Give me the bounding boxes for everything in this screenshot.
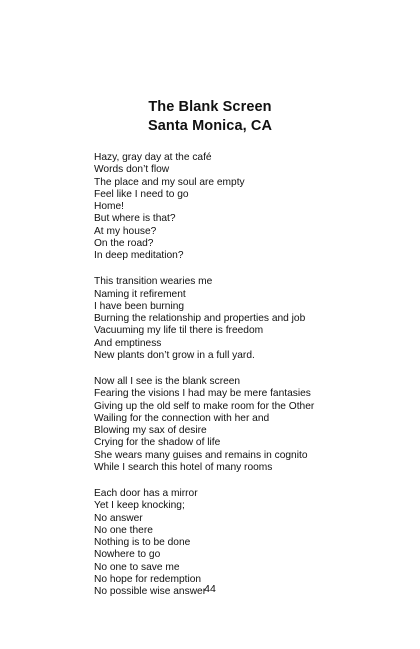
page-number: 44 — [204, 583, 216, 595]
poem-title-block — [0, 98, 420, 136]
poem-line: Burning the relationship and properties and job — [94, 313, 306, 324]
poem-stanza — [94, 276, 394, 362]
poem-line: Nothing is to be done — [94, 537, 191, 548]
poem-line: Hazy, gray day at the café — [94, 152, 212, 163]
poem-line: Crying for the shadow of life — [94, 437, 221, 449]
poem-line: No answer — [94, 512, 143, 524]
poem-line: No possible wise answer — [94, 586, 207, 597]
poem-line: She wears many guises and remains in cognito — [94, 449, 308, 461]
poem-line: Words don’t flow — [94, 164, 170, 176]
poem-line: Feel like I need to go — [94, 188, 189, 200]
poem-line: Home! — [94, 201, 125, 212]
poem-line: Each door has a mirror — [94, 488, 198, 499]
poem-line: No hope for redemption — [94, 573, 202, 585]
poem-line: Fearing the visions I had may be mere fantasies — [94, 388, 311, 400]
poem-line: No one to save me — [94, 561, 180, 573]
poem-line: Vacuuming my life til there is freedom — [94, 325, 264, 337]
poem-line: Yet I keep knocking; — [94, 500, 185, 512]
poem-title: The Blank Screen — [148, 99, 272, 115]
poem-line: Naming it refirement — [94, 288, 186, 300]
poem-line: While I search this hotel of many rooms — [94, 461, 273, 473]
poem-line: But where is that? — [94, 213, 176, 225]
poem-line: Nowhere to go — [94, 549, 161, 561]
poem-stanza — [94, 488, 394, 598]
poem-line: In deep meditation? — [94, 250, 184, 261]
poem-body — [94, 152, 394, 612]
poem-line: Giving up the old self to make room for the Other — [94, 400, 315, 412]
poem-line: This transition wearies me — [94, 276, 213, 288]
poem-line: Wailing for the connection with her and — [94, 412, 270, 424]
poem-stanza — [94, 152, 394, 262]
poem-line: Blowing my sax of desire — [94, 425, 207, 436]
poem-line: Now all I see is the blank screen — [94, 376, 241, 387]
poem-line: I have been burning — [94, 300, 185, 312]
poem-subtitle-location: Santa Monica, CA — [147, 118, 273, 134]
poem-stanza — [94, 376, 394, 474]
poem-line: And emptiness — [94, 337, 162, 349]
poem-line: New plants don’t grow in a full yard. — [94, 349, 255, 361]
poem-line: No one there — [94, 524, 153, 536]
poem-line: On the road? — [94, 237, 154, 249]
poem-line: At my house? — [94, 225, 157, 237]
poem-line: The place and my soul are empty — [94, 176, 245, 188]
